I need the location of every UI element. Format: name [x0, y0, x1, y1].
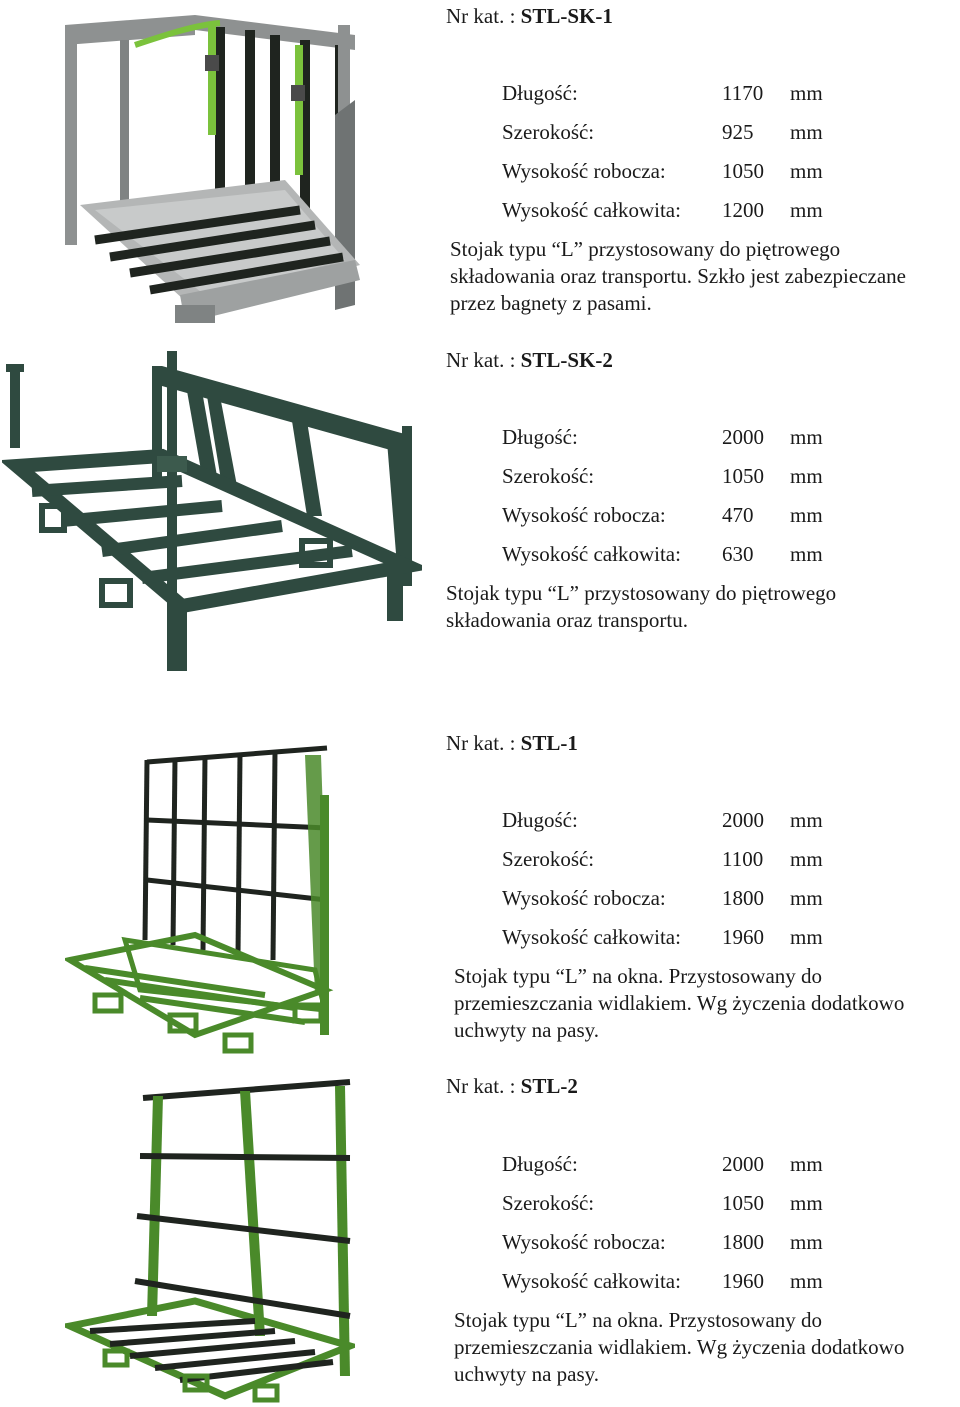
description-line: składowania oraz transportu.	[446, 608, 689, 632]
spec-row-total-height	[502, 535, 830, 574]
description-line: składowania oraz transportu. Szkło jest zabezpieczane	[450, 264, 906, 288]
spec-unit: mm	[790, 120, 823, 144]
spec-label: Długość:	[502, 1152, 578, 1176]
catalog-prefix: Nr kat. :	[446, 1074, 516, 1098]
spec-row-length	[502, 74, 830, 113]
spec-value: 1200	[722, 198, 764, 222]
spec-unit: mm	[790, 1191, 823, 1215]
spec-label: Szerokość:	[502, 464, 595, 488]
green-l-window-rack-illustration	[65, 740, 335, 1060]
spec-unit: mm	[790, 1152, 823, 1176]
catalog-number	[446, 348, 613, 373]
description-line: uchwyty na pasy.	[454, 1362, 600, 1386]
catalog-prefix: Nr kat. :	[446, 4, 516, 28]
product-stl-sk-1	[0, 0, 960, 340]
spec-label: Wysokość robocza:	[502, 503, 666, 527]
catalog-number	[446, 4, 613, 29]
description-line: Stojak typu “L” przystosowany do piętrowego	[450, 237, 841, 261]
description-line: przemieszczania widlakiem. Wg życzenia dodatkowo	[454, 991, 905, 1015]
description-line: Stojak typu “L” na okna. Przystosowany do	[454, 1308, 823, 1332]
spec-unit: mm	[790, 159, 823, 183]
spec-table	[502, 418, 830, 574]
description-line: uchwyty na pasy.	[454, 1018, 600, 1042]
spec-value: 630	[722, 542, 754, 566]
spec-label: Długość:	[502, 425, 578, 449]
spec-value: 1800	[722, 1230, 764, 1254]
catalog-code: STL-SK-1	[520, 4, 613, 28]
spec-table	[502, 1145, 830, 1301]
spec-row-working-height	[502, 496, 830, 535]
grey-l-rack-with-straps-illustration	[55, 5, 375, 330]
product-description	[450, 236, 960, 317]
spec-unit: mm	[790, 464, 823, 488]
dark-green-l-rack-illustration	[2, 346, 422, 676]
spec-unit: mm	[790, 1230, 823, 1254]
spec-label: Wysokość całkowita:	[502, 925, 681, 949]
product-description	[454, 1307, 960, 1388]
description-line: Stojak typu “L” przystosowany do piętrowego	[446, 581, 837, 605]
product-description	[454, 963, 960, 1044]
spec-unit: mm	[790, 425, 823, 449]
spec-label: Wysokość robocza:	[502, 159, 666, 183]
spec-unit: mm	[790, 847, 823, 871]
spec-unit: mm	[790, 81, 823, 105]
spec-label: Szerokość:	[502, 120, 595, 144]
spec-row-length	[502, 801, 830, 840]
spec-unit: mm	[790, 925, 823, 949]
spec-value: 1050	[722, 464, 764, 488]
spec-row-total-height	[502, 918, 830, 957]
spec-row-length	[502, 418, 830, 457]
product-description	[446, 580, 960, 634]
spec-value: 1170	[722, 81, 764, 105]
spec-row-width	[502, 840, 830, 879]
spec-row-length	[502, 1145, 830, 1184]
spec-row-working-height	[502, 1223, 830, 1262]
spec-unit: mm	[790, 808, 823, 832]
product-stl-2	[0, 1068, 960, 1407]
spec-unit: mm	[790, 198, 823, 222]
product-stl-1	[0, 725, 960, 1065]
spec-unit: mm	[790, 542, 823, 566]
spec-unit: mm	[790, 503, 823, 527]
spec-value: 1960	[722, 925, 764, 949]
spec-value: 1050	[722, 159, 764, 183]
catalog-number	[446, 731, 578, 756]
description-line: Stojak typu “L” na okna. Przystosowany do	[454, 964, 823, 988]
spec-label: Długość:	[502, 81, 578, 105]
spec-label: Szerokość:	[502, 1191, 595, 1215]
spec-value: 1960	[722, 1269, 764, 1293]
spec-table	[502, 74, 830, 230]
catalog-number	[446, 1074, 578, 1099]
spec-value: 2000	[722, 1152, 764, 1176]
spec-value: 1800	[722, 886, 764, 910]
catalog-code: STL-1	[520, 731, 578, 755]
catalog-prefix: Nr kat. :	[446, 731, 516, 755]
spec-label: Wysokość robocza:	[502, 886, 666, 910]
description-line: przez bagnety z pasami.	[450, 291, 652, 315]
spec-row-total-height	[502, 191, 830, 230]
spec-row-working-height	[502, 152, 830, 191]
green-l-window-rack-tall-illustration	[65, 1076, 355, 1404]
spec-unit: mm	[790, 886, 823, 910]
spec-value: 2000	[722, 808, 764, 832]
catalog-code: STL-2	[520, 1074, 578, 1098]
spec-label: Długość:	[502, 808, 578, 832]
spec-value: 1050	[722, 1191, 764, 1215]
spec-value: 2000	[722, 425, 764, 449]
spec-label: Wysokość całkowita:	[502, 542, 681, 566]
spec-label: Szerokość:	[502, 847, 595, 871]
spec-row-total-height	[502, 1262, 830, 1301]
spec-unit: mm	[790, 1269, 823, 1293]
description-line: przemieszczania widlakiem. Wg życzenia dodatkowo	[454, 1335, 905, 1359]
spec-value: 925	[722, 120, 754, 144]
product-stl-sk-2	[0, 340, 960, 680]
spec-row-width	[502, 1184, 830, 1223]
spec-value: 1100	[722, 847, 764, 871]
spec-value: 470	[722, 503, 754, 527]
catalog-code: STL-SK-2	[520, 348, 613, 372]
catalog-prefix: Nr kat. :	[446, 348, 516, 372]
spec-row-width	[502, 457, 830, 496]
spec-row-width	[502, 113, 830, 152]
spec-row-working-height	[502, 879, 830, 918]
spec-label: Wysokość całkowita:	[502, 1269, 681, 1293]
spec-label: Wysokość całkowita:	[502, 198, 681, 222]
spec-table	[502, 801, 830, 957]
spec-label: Wysokość robocza:	[502, 1230, 666, 1254]
